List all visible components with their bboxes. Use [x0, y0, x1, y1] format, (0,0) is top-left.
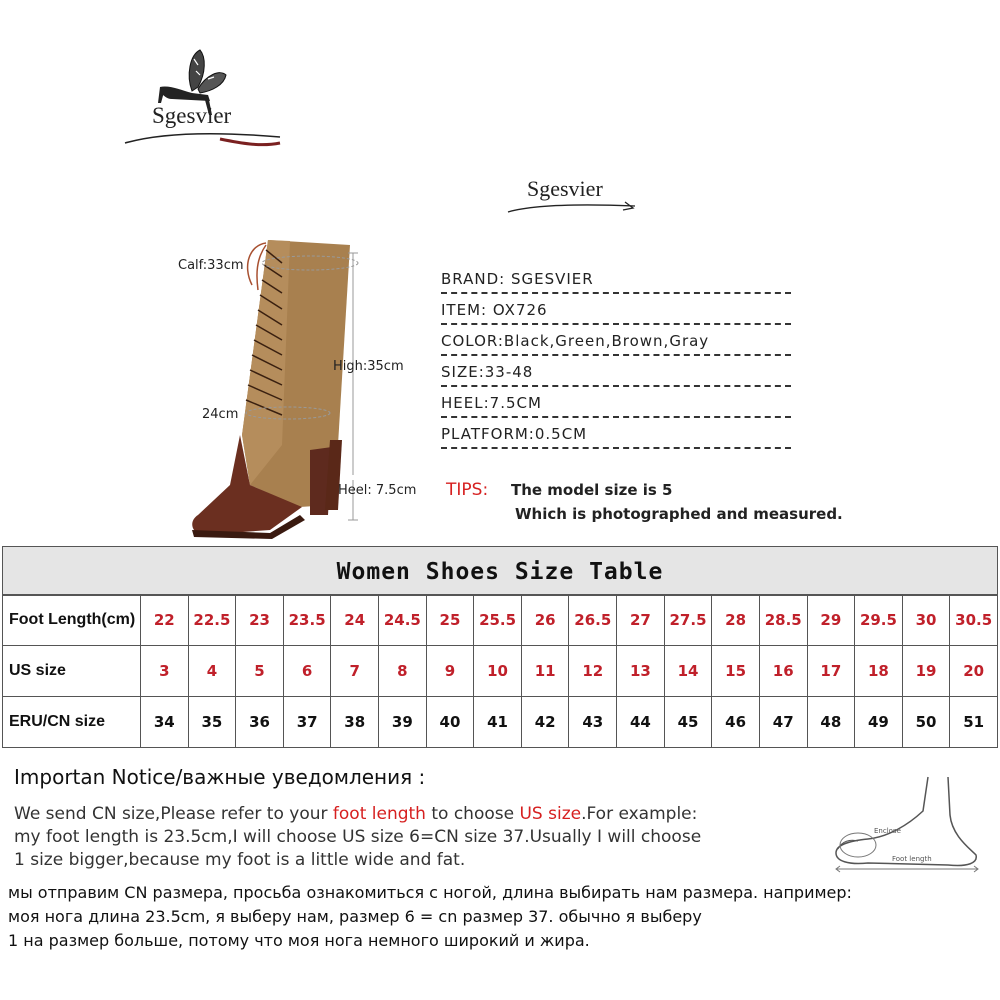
- notice-title: Importan Notice/важные уведомления :: [14, 765, 426, 789]
- high-label: High:35cm: [333, 359, 404, 374]
- spec-size: SIZE:33-48: [441, 359, 791, 387]
- size-cell: 40: [426, 697, 474, 748]
- spec-item: ITEM: OX726: [441, 297, 791, 325]
- size-cell: 20: [950, 646, 998, 697]
- size-cell: 10: [474, 646, 522, 697]
- size-cell: 26: [521, 595, 569, 646]
- size-cell: 6: [283, 646, 331, 697]
- notice-en-line-3: 1 size bigger,because my foot is a little wide and fat.: [14, 850, 466, 870]
- logo-text-top: Sgesvier: [152, 103, 232, 128]
- size-table-row: [3, 697, 998, 748]
- size-cell: 48: [807, 697, 855, 748]
- size-cell: 46: [712, 697, 760, 748]
- size-cell: 24: [331, 595, 379, 646]
- size-cell: 26.5: [569, 595, 617, 646]
- size-cell: 25: [426, 595, 474, 646]
- enclose-label: Enclose: [874, 827, 901, 835]
- notice-ru-line-2: моя нога длина 23.5cm, я выберу нам, размер 6 = cn размер 37. обычно я выберу: [8, 907, 702, 926]
- size-cell: 5: [236, 646, 284, 697]
- size-cell: 30: [902, 595, 950, 646]
- size-cell: 43: [569, 697, 617, 748]
- calf-label: Calf:33cm: [178, 258, 244, 273]
- size-cell: 15: [712, 646, 760, 697]
- spec-platform: PLATFORM:0.5CM: [441, 421, 791, 449]
- size-table: [2, 546, 998, 748]
- notice-english: [14, 803, 814, 872]
- spec-brand: BRAND: SGESVIER: [441, 266, 791, 294]
- size-cell: 27: [617, 595, 665, 646]
- foot-diagram: [828, 775, 988, 875]
- size-cell: 24.5: [379, 595, 427, 646]
- size-cell: 50: [902, 697, 950, 748]
- boot-image: [170, 235, 420, 545]
- size-table-title: Women Shoes Size Table: [2, 546, 998, 596]
- size-cell: 28: [712, 595, 760, 646]
- tips-label: TIPS:: [446, 480, 489, 500]
- size-cell: 38: [331, 697, 379, 748]
- size-cell: 7: [331, 646, 379, 697]
- size-cell: 41: [474, 697, 522, 748]
- logo-swoosh: [120, 125, 290, 150]
- logo-text-mid: Sgesvier: [527, 176, 603, 201]
- size-row-label: US size: [3, 646, 141, 697]
- size-cell: 22: [141, 595, 189, 646]
- size-cell: 47: [759, 697, 807, 748]
- brand-logo-mid: [505, 170, 640, 220]
- size-cell: 19: [902, 646, 950, 697]
- size-cell: 36: [236, 697, 284, 748]
- size-cell: 51: [950, 697, 998, 748]
- size-cell: 35: [188, 697, 236, 748]
- spec-color: COLOR:Black,Green,Brown,Gray: [441, 328, 791, 356]
- size-cell: 34: [141, 697, 189, 748]
- tips-line-1: The model size is 5: [511, 481, 673, 499]
- size-cell: 45: [664, 697, 712, 748]
- size-cell: 30.5: [950, 595, 998, 646]
- foot-length-label: Foot length: [892, 855, 932, 863]
- size-cell: 18: [855, 646, 903, 697]
- size-cell: 42: [521, 697, 569, 748]
- notice-ru-line-1: мы отправим CN размера, просьба ознакомиться с ногой, длина выбирать нам размера. например:: [8, 883, 852, 902]
- size-cell: 17: [807, 646, 855, 697]
- us-size-highlight: US size: [519, 804, 582, 824]
- spec-heel: HEEL:7.5CM: [441, 390, 791, 418]
- size-cell: 8: [379, 646, 427, 697]
- size-cell: 39: [379, 697, 427, 748]
- size-table-row: [3, 646, 998, 697]
- size-cell: 23: [236, 595, 284, 646]
- size-cell: 49: [855, 697, 903, 748]
- size-cell: 27.5: [664, 595, 712, 646]
- size-row-label: Foot Length(cm): [3, 595, 141, 646]
- size-cell: 29: [807, 595, 855, 646]
- mid-circumference-label: 24cm: [202, 407, 239, 422]
- notice-en-text: to choose: [425, 804, 520, 824]
- size-cell: 28.5: [759, 595, 807, 646]
- foot-length-highlight: foot length: [332, 804, 426, 824]
- notice-en-line-1: [14, 803, 814, 826]
- tips-line-2: Which is photographed and measured.: [515, 505, 843, 523]
- notice-en-line-2: my foot length is 23.5cm,I will choose US size 6=CN size 37.Usually I will choose: [14, 827, 702, 847]
- size-cell: 14: [664, 646, 712, 697]
- size-table-grid: [2, 594, 998, 748]
- notice-en-text: We send CN size,Please refer to your: [14, 804, 333, 824]
- notice-en-text: .For example:: [581, 804, 698, 824]
- size-cell: 12: [569, 646, 617, 697]
- size-cell: 13: [617, 646, 665, 697]
- size-cell: 22.5: [188, 595, 236, 646]
- size-cell: 9: [426, 646, 474, 697]
- size-cell: 16: [759, 646, 807, 697]
- size-cell: 25.5: [474, 595, 522, 646]
- size-cell: 44: [617, 697, 665, 748]
- brand-logo-top: [120, 45, 290, 155]
- size-cell: 23.5: [283, 595, 331, 646]
- notice-russian: [8, 881, 968, 953]
- notice-ru-line-3: 1 на размер больше, потому что моя нога немного широкий и жира.: [8, 931, 590, 950]
- size-row-label: ERU/CN size: [3, 697, 141, 748]
- logo-swoosh-mid: [505, 198, 640, 218]
- heel-label: Heel: 7.5cm: [338, 483, 417, 498]
- size-cell: 29.5: [855, 595, 903, 646]
- size-cell: 11: [521, 646, 569, 697]
- size-cell: 3: [141, 646, 189, 697]
- size-table-row: [3, 595, 998, 646]
- size-cell: 37: [283, 697, 331, 748]
- size-cell: 4: [188, 646, 236, 697]
- boot-figure: [170, 235, 420, 545]
